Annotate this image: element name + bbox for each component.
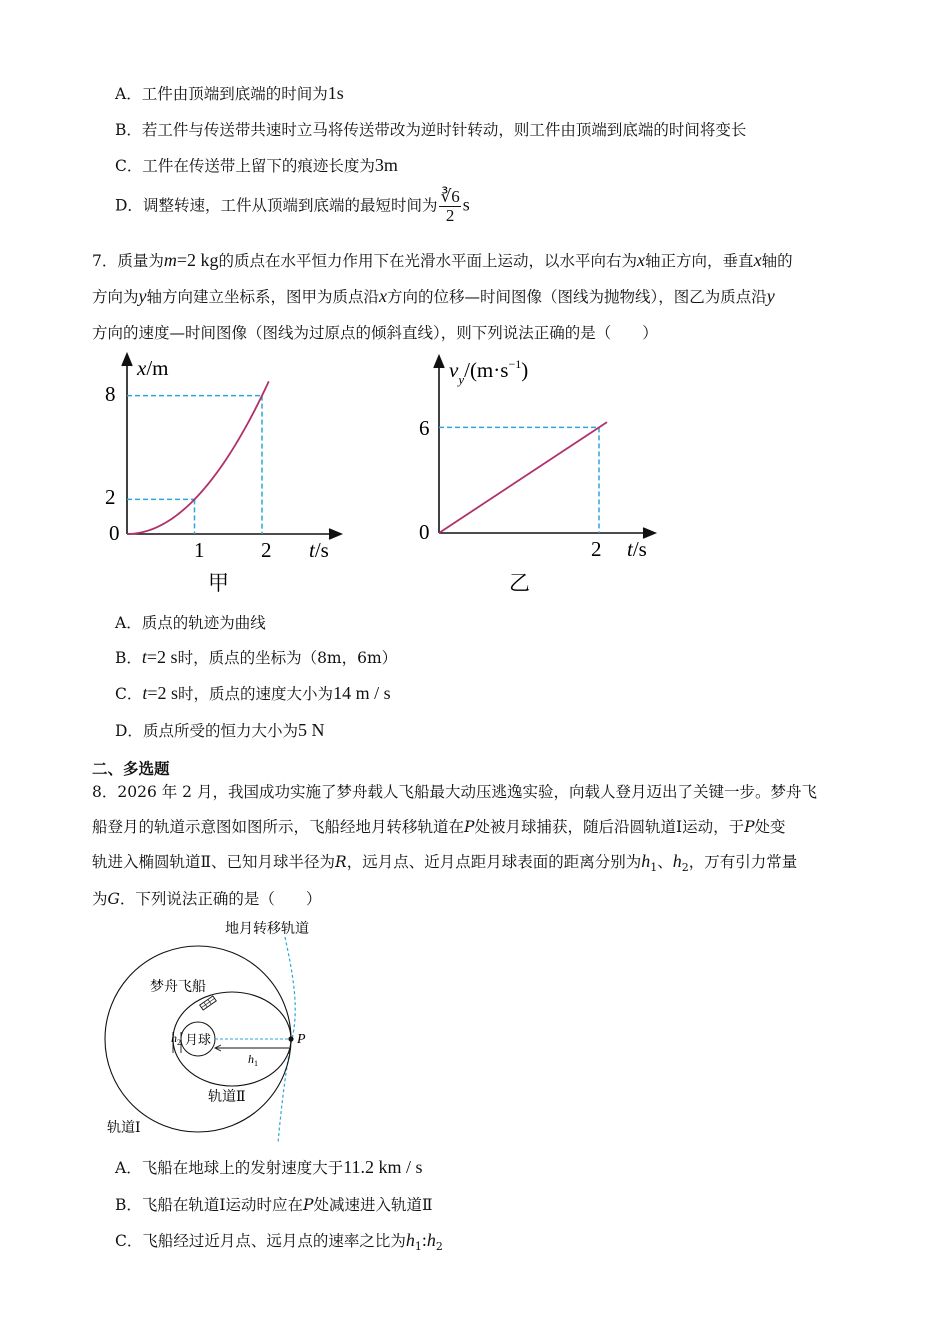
text: 方向的速度—时间图像（图线为过原点的倾斜直线），则下列说法正确的是（ ） [92, 324, 658, 342]
option-text: 处减速进入轨道Ⅱ [313, 1196, 433, 1214]
fraction-numerator: ∛6 [440, 187, 460, 206]
text: 船登月的轨道示意图如图所示，飞船经地月转移轨道在 [92, 818, 465, 836]
option-text: 质点所受的恒力大小为 [142, 722, 298, 740]
option-value: 3m [374, 155, 398, 175]
y-axis-arrow [122, 354, 132, 366]
option-label: B． [115, 1196, 142, 1214]
point-p [288, 1036, 293, 1041]
var-x: x [637, 250, 646, 270]
option-label: C． [115, 685, 143, 703]
option-text: 飞船经过近月点、远月点的速率之比为 [142, 1232, 406, 1250]
subscript: 1 [414, 1240, 422, 1253]
q8-stem-line-4 [92, 887, 321, 909]
y-tick-8: 8 [105, 382, 116, 406]
label-moon: 月球 [185, 1032, 212, 1047]
q7-option-a[interactable] [115, 611, 266, 633]
x-tick-2: 2 [261, 538, 272, 562]
x-axis-arrow [329, 529, 341, 539]
text: 轴正方向，垂直 [645, 252, 754, 270]
var-t: t [141, 647, 147, 667]
y-axis-label: x/m [137, 356, 169, 380]
option-label: D． [115, 722, 143, 740]
option-value: 14 m / s [333, 683, 391, 703]
y-tick-0: 0 [109, 521, 120, 545]
var-h2: h [426, 1230, 436, 1250]
x-tick-2: 2 [591, 537, 602, 561]
q6-option-a[interactable] [115, 82, 344, 104]
q7-stem-line-3 [92, 321, 658, 343]
q7-stem-line-1 [92, 249, 793, 271]
option-unit: s [462, 194, 470, 215]
subscript: 1 [650, 861, 658, 874]
var-x: x [379, 286, 388, 306]
text: 7．质量为 [92, 252, 164, 270]
text: 轴的 [761, 252, 793, 270]
var-h1: h [405, 1230, 415, 1250]
q8-stem-line-2 [92, 815, 786, 837]
var-p: P [303, 1196, 314, 1214]
y-tick-2: 2 [105, 485, 116, 509]
text: 处被月球捕获，随后沿圆轨道Ⅰ运动，于 [474, 818, 745, 836]
option-label: A． [115, 1159, 142, 1177]
option-label: A． [115, 614, 142, 632]
q8-option-b[interactable] [115, 1193, 433, 1215]
orbit-diagram [95, 915, 355, 1145]
y-tick-6: 6 [419, 416, 430, 440]
text: 8．2026 年 2 月，我国成功实施了梦舟载人飞船最大动压逃逸实验，向载人登月迈出了关键一步。梦舟飞 [92, 783, 817, 801]
var-m: m [163, 250, 177, 270]
q6-option-c[interactable] [115, 154, 398, 176]
q7-stem-line-2 [92, 285, 775, 307]
q6-option-b[interactable] [115, 118, 746, 140]
time-value: =2 s [147, 683, 179, 703]
text: 轨进入椭圆轨道Ⅱ、已知月球半径为 [92, 853, 336, 871]
option-text: 时，质点的速度大小为 [178, 685, 334, 703]
q8-option-c[interactable] [115, 1229, 443, 1253]
ratio-colon: : [421, 1230, 427, 1250]
x-tick-1: 1 [194, 538, 205, 562]
option-label: D． [115, 196, 143, 215]
option-text: 质点的轨迹为曲线 [141, 614, 266, 632]
series-curve [127, 381, 269, 534]
text: 轴方向建立坐标系，图甲为质点沿 [146, 288, 380, 306]
var-y: y [766, 286, 775, 306]
label-orbit-i: 轨道Ⅰ [107, 1121, 141, 1136]
q8-option-a[interactable] [115, 1156, 423, 1178]
fraction-denominator: 2 [445, 206, 455, 225]
series-line [439, 422, 607, 533]
option-label: A． [115, 85, 142, 103]
label-orbit-ii: 轨道Ⅱ [208, 1090, 246, 1105]
q7-option-c[interactable] [115, 682, 391, 704]
text: ，远月点、近月点距月球表面的距离分别为 [346, 853, 642, 871]
guide-lines [127, 396, 262, 534]
x-axis-label: t/s [309, 538, 329, 562]
option-label: B． [115, 121, 142, 139]
label-spacecraft: 梦舟飞船 [150, 980, 206, 995]
figure-caption-yi: 乙 [509, 571, 530, 595]
var-x: x [753, 250, 762, 270]
text: 为 [92, 890, 108, 908]
axes [122, 354, 341, 539]
var-t: t [142, 683, 148, 703]
option-text: 若工件与传送带共速时立马将传送带改为逆时针转动，则工件由顶端到底端的时间将变长 [141, 121, 747, 139]
option-text: 飞船在轨道Ⅰ运动时应在 [141, 1196, 304, 1214]
fraction [439, 188, 460, 225]
label-h1: $h_1$ [248, 1052, 258, 1068]
option-label: C． [115, 1232, 143, 1250]
option-text: 调整转速，工件从顶端到底端的最短时间为 [142, 196, 438, 215]
option-value: 11.2 km / s [343, 1157, 423, 1177]
q7-option-b[interactable] [115, 646, 397, 668]
option-value: 1s [327, 83, 344, 103]
text: 方向为 [92, 288, 139, 306]
var-p: P [744, 818, 755, 836]
q8-stem-line-1 [92, 780, 817, 802]
text: ．下列说法正确的是（ ） [119, 890, 322, 908]
label-transfer-orbit: 地月转移轨道 [225, 922, 309, 937]
q8-stem-line-3 [92, 850, 797, 874]
option-text: 飞船在地球上的发射速度大于 [141, 1159, 344, 1177]
x-axis-label: t/s [627, 537, 647, 561]
text: 、 [657, 853, 673, 871]
text: 方向的位移—时间图像（图线为抛物线），图乙为质点沿 [387, 288, 767, 306]
time-value: =2 s [146, 647, 178, 667]
y-axis-label: $v_y/(m\cdot s^{-1})$ [449, 357, 529, 387]
option-label: C． [115, 157, 143, 175]
var-h2: h [672, 851, 682, 871]
figure-caption-jia: 甲 [208, 571, 229, 595]
var-g: G [107, 890, 120, 908]
option-text: 时，质点的坐标为（8m，6m） [177, 649, 398, 667]
option-text: 工件在传送带上留下的痕迹长度为 [142, 157, 375, 175]
q6-option-d[interactable] [115, 188, 470, 225]
text: 处变 [754, 818, 786, 836]
text: ，万有引力常量 [688, 853, 798, 871]
q7-option-d[interactable] [115, 719, 324, 741]
subscript: 2 [435, 1240, 443, 1253]
var-y: y [138, 286, 147, 306]
mass-value: =2 kg [176, 250, 219, 270]
chart-yi [405, 350, 675, 600]
label-p: P [297, 1032, 306, 1047]
section-heading: 二、多选题 [92, 759, 170, 778]
var-h1: h [641, 851, 651, 871]
option-value: 5 N [297, 720, 325, 740]
axes [434, 356, 655, 538]
y-axis-arrow [434, 356, 444, 368]
var-r: R [335, 853, 347, 871]
var-p: P [464, 818, 475, 836]
subscript: 2 [681, 861, 689, 874]
option-label: B． [115, 649, 142, 667]
y-tick-0: 0 [419, 520, 430, 544]
text: 的质点在水平恒力作用下在光滑水平面上运动，以水平向右为 [218, 252, 638, 270]
label-h2: $h_2$ [171, 1031, 181, 1047]
chart-jia [95, 350, 355, 600]
option-text: 工件由顶端到底端的时间为 [141, 85, 328, 103]
